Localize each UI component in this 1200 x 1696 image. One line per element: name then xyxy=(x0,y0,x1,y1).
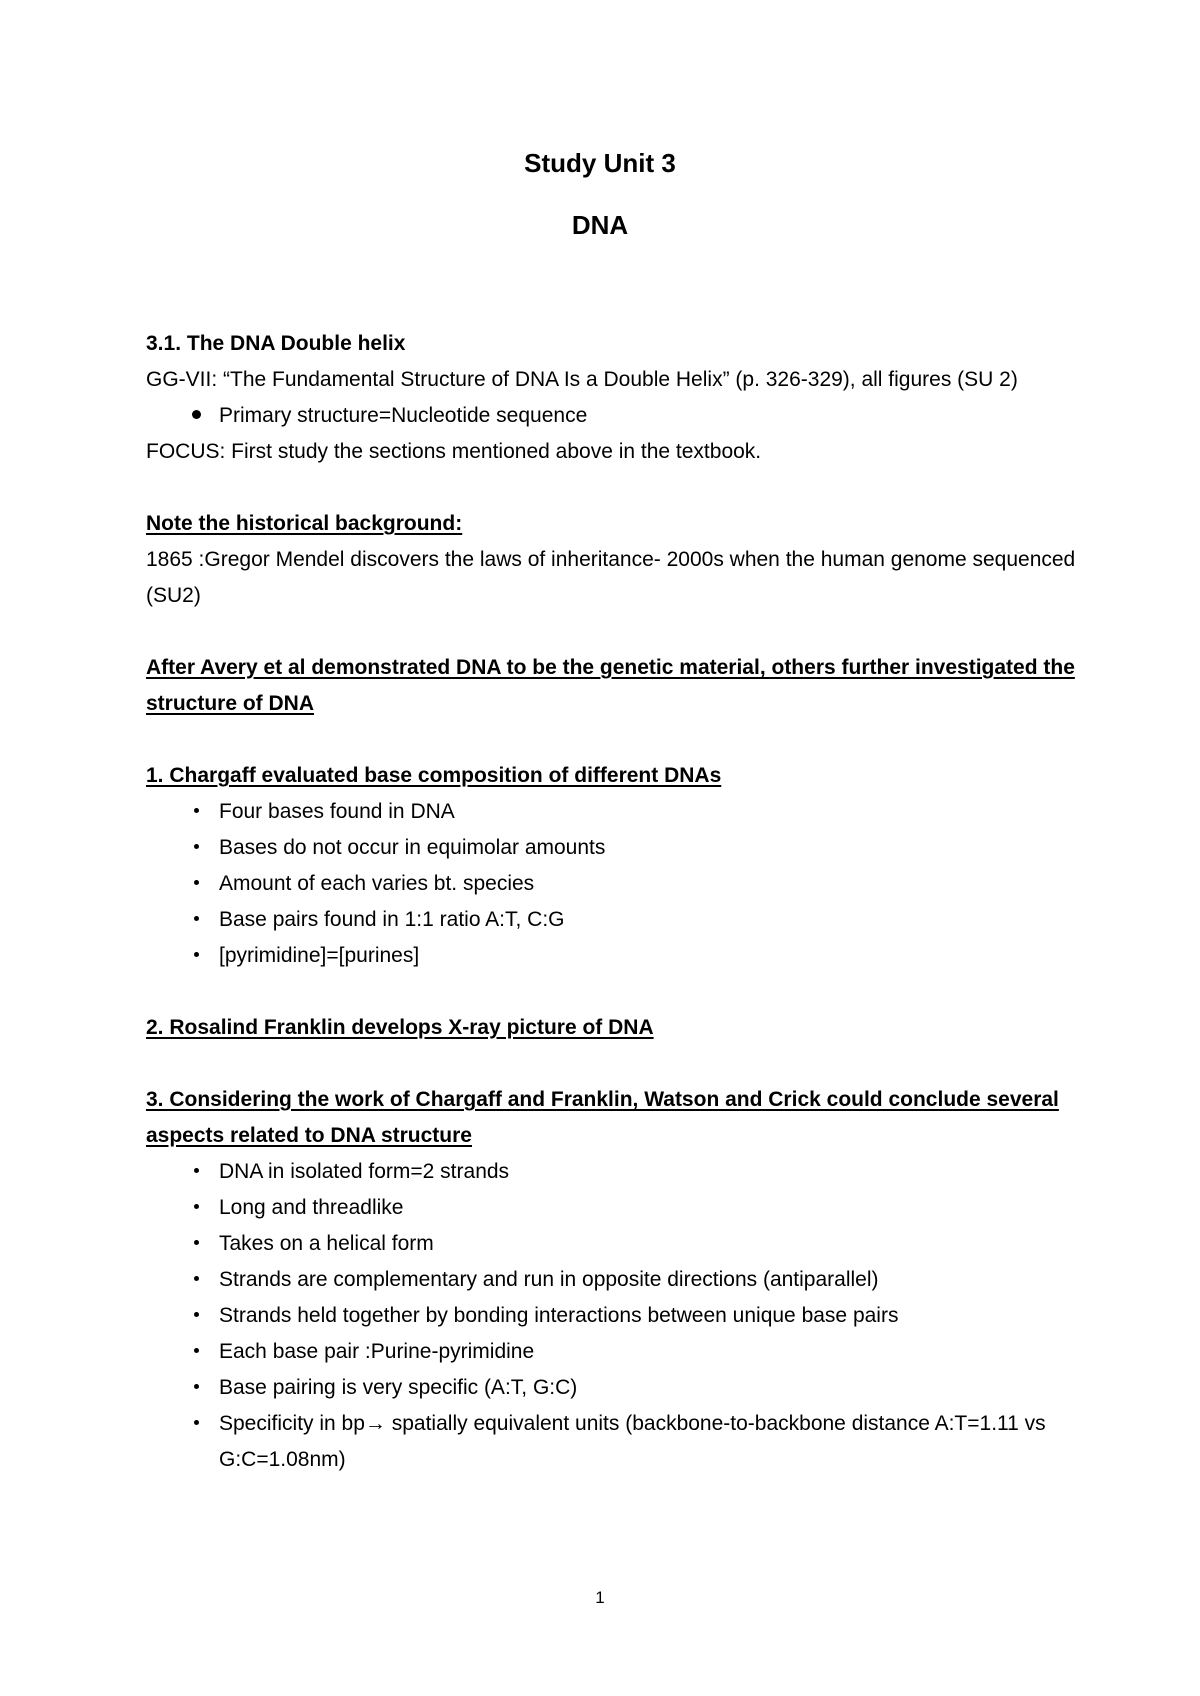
bullet-icon xyxy=(186,1226,206,1262)
historical-background-text: 1865 :Gregor Mendel discovers the laws of inheritance- 2000s when the human genome sequenced (SU2) xyxy=(146,548,1076,607)
list-item xyxy=(146,830,1076,866)
bullet-icon xyxy=(186,938,206,974)
section-3-1-bullet-list xyxy=(146,398,1076,434)
section-3-1-reference: GG-VII: “The Fundamental Structure of DNA Is a Double Helix” (p. 326-329), all figures (SU 2) xyxy=(146,368,1018,391)
page-number: 1 xyxy=(595,1588,605,1607)
list-item xyxy=(146,866,1076,902)
bullet-icon xyxy=(186,1370,206,1406)
list-item-text: Strands held together by bonding interactions between unique base pairs xyxy=(219,1304,899,1327)
bullet-icon xyxy=(186,1190,206,1226)
list-item xyxy=(146,1406,1076,1478)
bullet-icon xyxy=(186,1406,206,1442)
list-item xyxy=(146,1334,1076,1370)
list-item-text: Bases do not occur in equimolar amounts xyxy=(219,836,606,859)
watson-crick-bullet-list xyxy=(146,1154,1076,1478)
list-item-text: Four bases found in DNA xyxy=(219,800,455,823)
list-item xyxy=(146,1370,1076,1406)
list-item xyxy=(146,794,1076,830)
list-item xyxy=(146,1226,1076,1262)
list-item-text: Strands are complementary and run in opposite directions (antiparallel) xyxy=(219,1268,879,1291)
list-item-text-part2: spatially equivalent units (backbone-to-backbone distance A:T=1.11 vs G:C=1.08nm) xyxy=(219,1412,1046,1471)
list-item-text: Each base pair :Purine-pyrimidine xyxy=(219,1340,535,1363)
list-item xyxy=(146,902,1076,938)
list-item-text: Long and threadlike xyxy=(219,1196,404,1219)
list-item xyxy=(146,398,1076,434)
document-subtitle: DNA xyxy=(571,210,629,240)
list-item xyxy=(146,1190,1076,1226)
bullet-icon xyxy=(186,830,206,866)
bullet-icon xyxy=(186,866,206,902)
list-item-text: Base pairs found in 1:1 ratio A:T, C:G xyxy=(219,908,565,931)
list-item-text: Base pairing is very specific (A:T, G:C) xyxy=(219,1376,578,1399)
bullet-icon xyxy=(186,1262,206,1298)
bullet-icon xyxy=(186,902,206,938)
list-item xyxy=(146,1154,1076,1190)
arrow-right-icon: → xyxy=(364,1412,386,1435)
chargaff-heading: 1. Chargaff evaluated base composition of different DNAs xyxy=(146,764,722,787)
list-item xyxy=(146,1298,1076,1334)
chargaff-bullet-list xyxy=(146,794,1076,974)
historical-background-heading: Note the historical background: xyxy=(146,512,463,535)
bullet-icon xyxy=(186,1334,206,1370)
document-title: Study Unit 3 xyxy=(524,148,676,178)
list-item-text: Takes on a helical form xyxy=(219,1232,434,1255)
document-body xyxy=(146,326,1076,1478)
list-item-text: Amount of each varies bt. species xyxy=(219,872,535,895)
list-item xyxy=(146,1262,1076,1298)
avery-heading: After Avery et al demonstrated DNA to be the genetic material, others further investigated the structure of DNA xyxy=(146,656,1075,715)
franklin-heading: 2. Rosalind Franklin develops X-ray picture of DNA xyxy=(146,1016,654,1039)
list-item xyxy=(146,938,1076,974)
list-item-text: Primary structure=Nucleotide sequence xyxy=(219,404,588,427)
list-item-text: DNA in isolated form=2 strands xyxy=(219,1160,510,1183)
list-item-text-part1: Specificity in bp xyxy=(219,1412,365,1435)
bullet-icon xyxy=(186,1154,206,1190)
list-item-text: [pyrimidine]=[purines] xyxy=(219,944,420,967)
focus-note: FOCUS: First study the sections mentioned above in the textbook. xyxy=(146,440,762,463)
bullet-icon xyxy=(186,1298,206,1334)
bullet-icon xyxy=(186,398,206,434)
bullet-icon xyxy=(186,794,206,830)
section-3-1-heading: 3.1. The DNA Double helix xyxy=(146,332,406,355)
watson-crick-heading: 3. Considering the work of Chargaff and Franklin, Watson and Crick could conclude several aspects related to DNA structure xyxy=(146,1088,1059,1147)
